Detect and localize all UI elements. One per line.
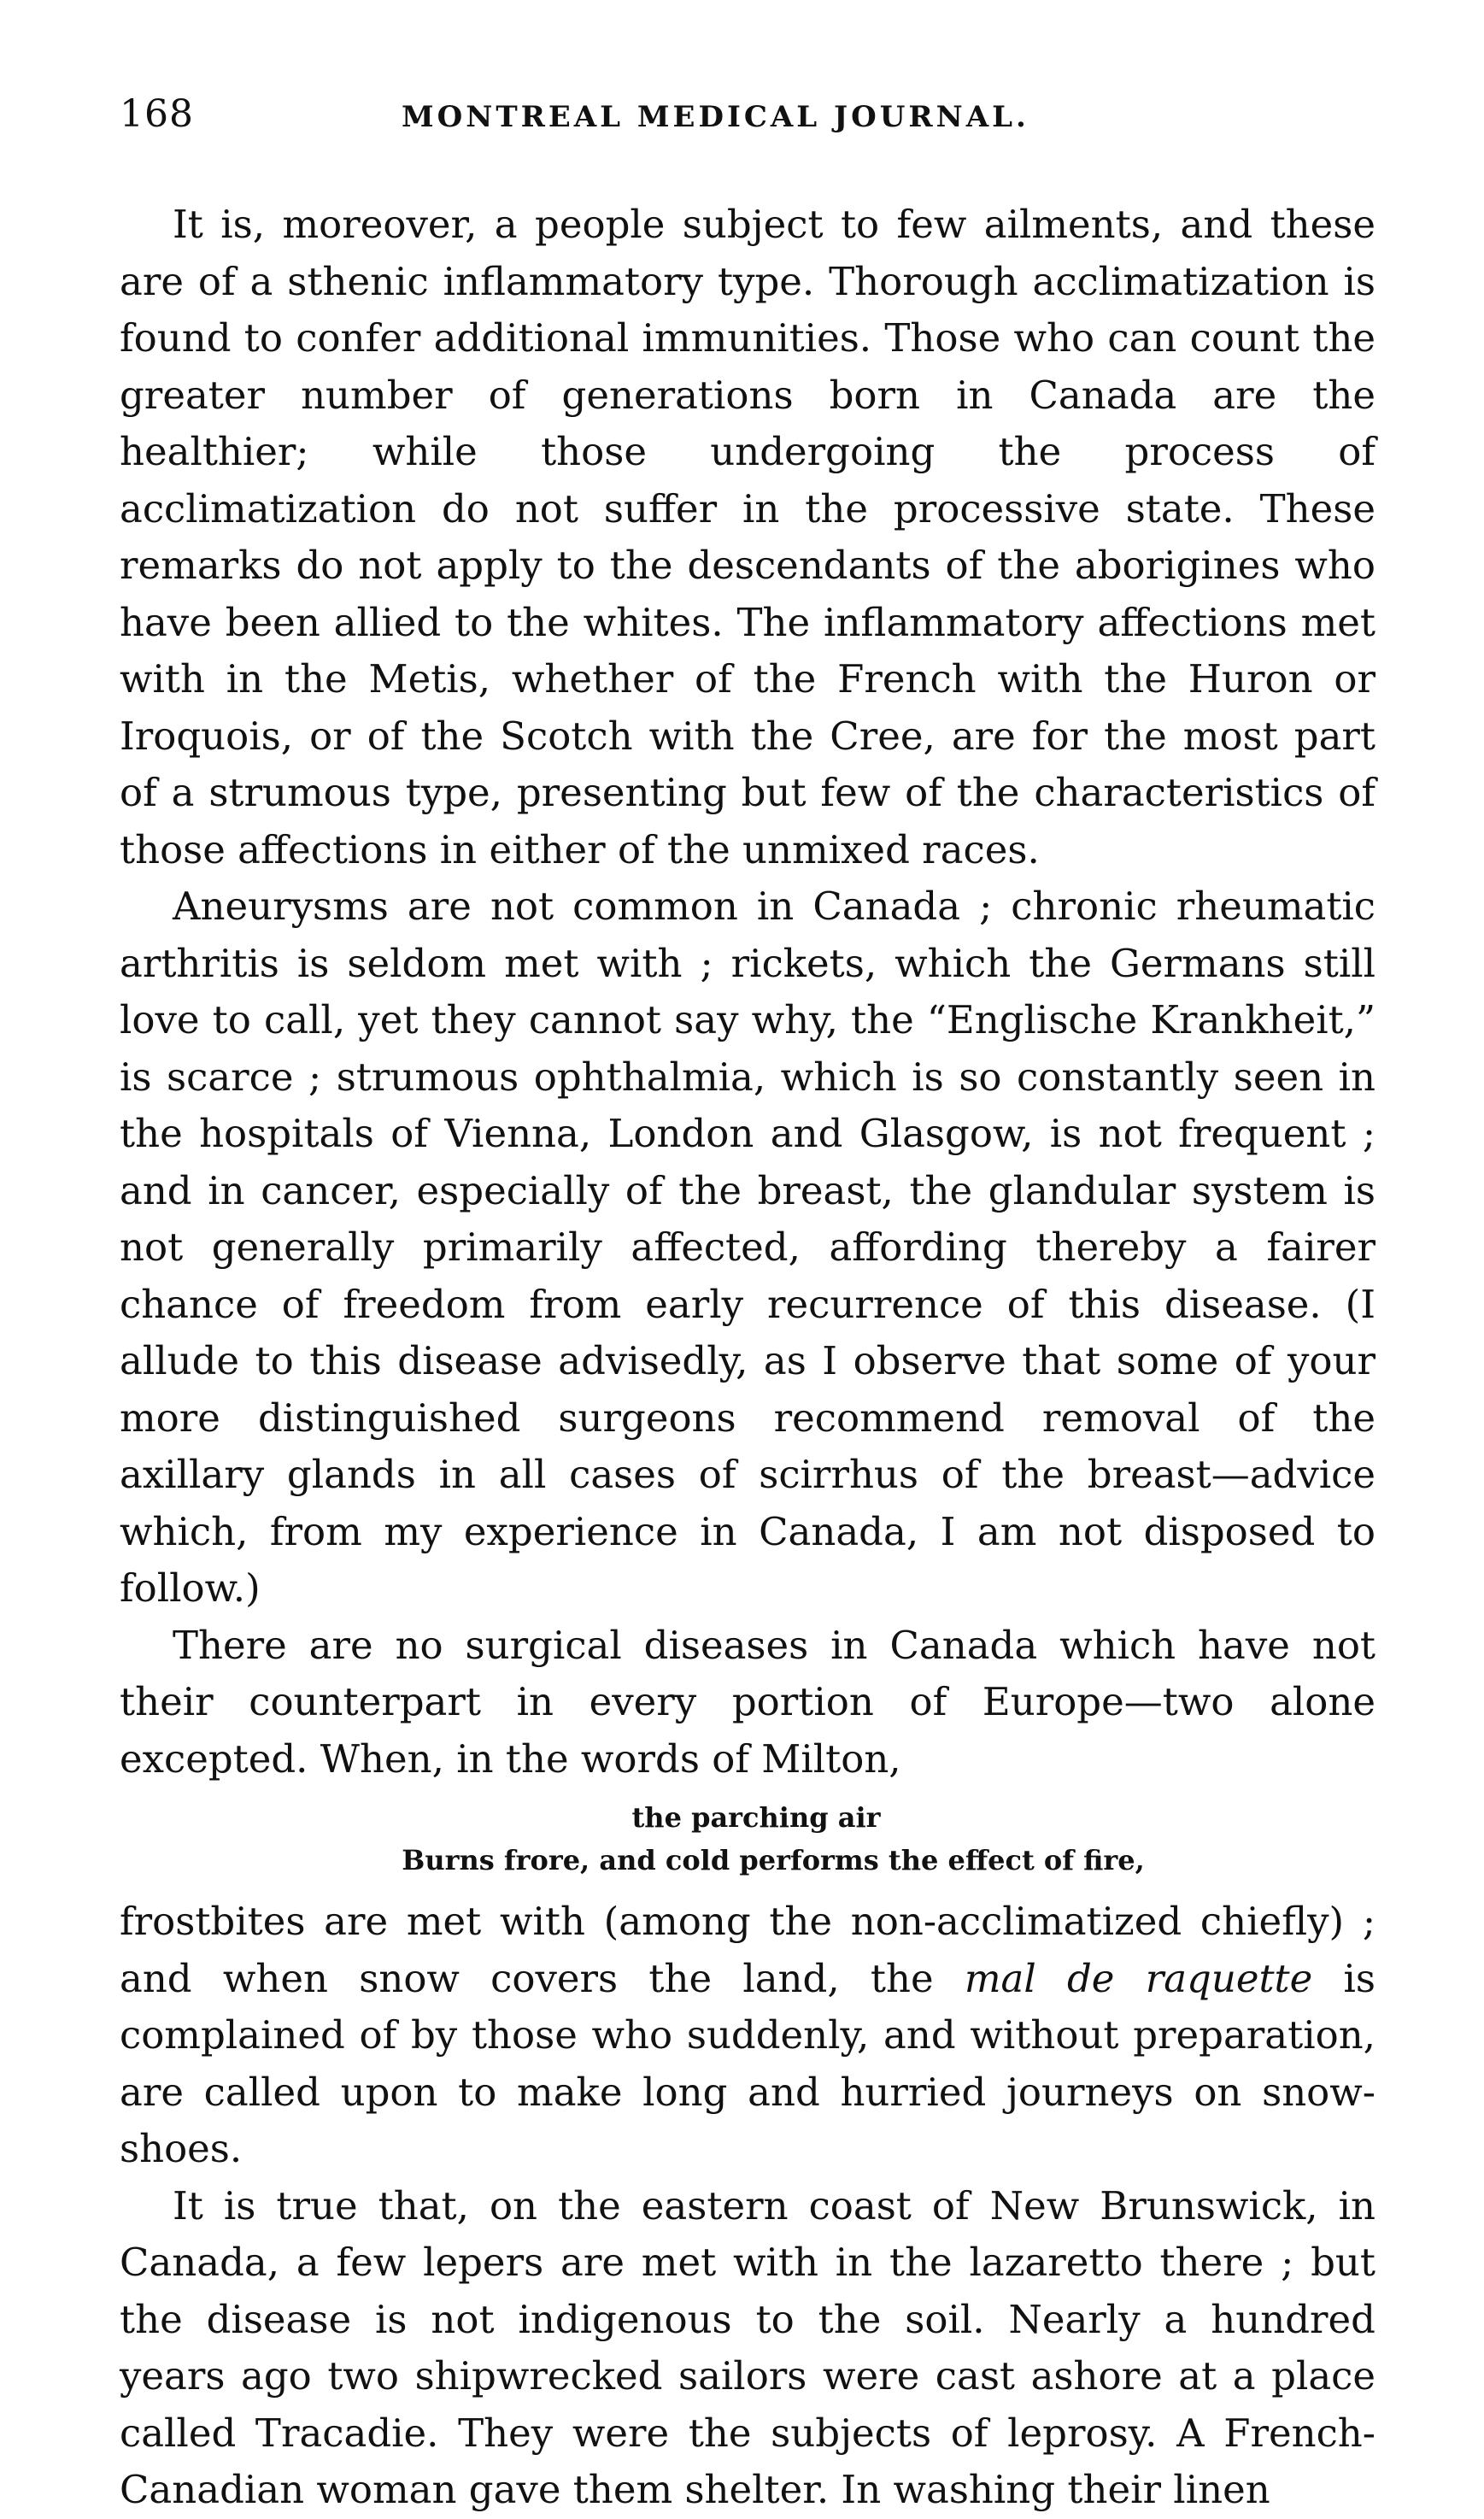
page-number: 168 — [120, 92, 194, 136]
paragraph-acclimatization: It is, moreover, a people subject to few ailments, and these are of a sthenic inflammatory type. Thorough acclimatization is found to confer additional immunities. Those who can count the greater number of generations born in Canada are the healthier; while those undergoing the process of acclimatization do not suffer in the processive state. These remarks do not apply to the descendants of the aborigines who have been allied to the whites. The inflammatory affections met with in the Metis, whether of the French with the Huron or Iroquois, or of the Scotch with the Cree, are for the most part of a strumous type, presenting but few of the characteristics of those affections in either of the unmixed races. — [120, 202, 1375, 872]
paragraph-aneurysms: Aneurysms are not common in Canada ; chronic rheumatic arthritis is seldom met with ; rickets, which the Germans still love to call, yet they cannot say why, the “Englische Krankheit,” is scarce ; strumous ophthalmia, which is so constantly seen in the hospitals of Vienna, London and Glasgow, is not frequent ; and in cancer, especially of the breast, the glandular system is not generally primarily affected, affording thereby a fairer chance of freedom from early recurrence of this disease. (I allude to this disease advisedly, as I observe that some of your more distinguished surgeons recommend removal of the axillary glands in all cases of scirrhus of the breast—advice which, from my experience in Canada, I am not disposed to follow.) — [120, 884, 1375, 1611]
article-body — [120, 197, 1375, 2519]
paragraph-leprosy: It is true that, on the eastern coast of New Brunswick, in Canada, a few lepers are met with in the lazaretto there ; but the disease is not indigenous to the soil. Nearly a hundred years ago two shipwrecked sailors were cast ashore at a place called Tracadie. They were the subjects of leprosy. A French-Canadian woman gave them shelter. In washing their linen — [120, 2182, 1375, 2512]
running-title: MONTREAL MEDICAL JOURNAL. — [402, 100, 1029, 134]
journal-page — [120, 92, 1375, 2519]
frostbites-text-start: frostbites are met with (among the non-acclimatized chiefly) ; and when snow covers the land, the — [120, 1899, 1375, 2001]
milton-quote-line-2: Burns frore, and cold performs the effect of fire, — [402, 1844, 1145, 1876]
frostbites-text-end: is complained of by those who suddenly, and without preparation, are called upon to make long and hurried journeys on snow-shoes. — [120, 1955, 1376, 2171]
mal-de-raquette-term: mal de raquette — [964, 1955, 1313, 2001]
milton-quote-line-1: the parching air — [631, 1801, 881, 1834]
paragraph-surgical-diseases: There are no surgical diseases in Canada which have not their counterpart in every portion of Europe—two alone excepted. When, in the words of Milton, — [120, 1622, 1375, 1782]
paragraph-frostbites — [120, 1894, 1375, 2178]
page-header — [120, 92, 1375, 147]
